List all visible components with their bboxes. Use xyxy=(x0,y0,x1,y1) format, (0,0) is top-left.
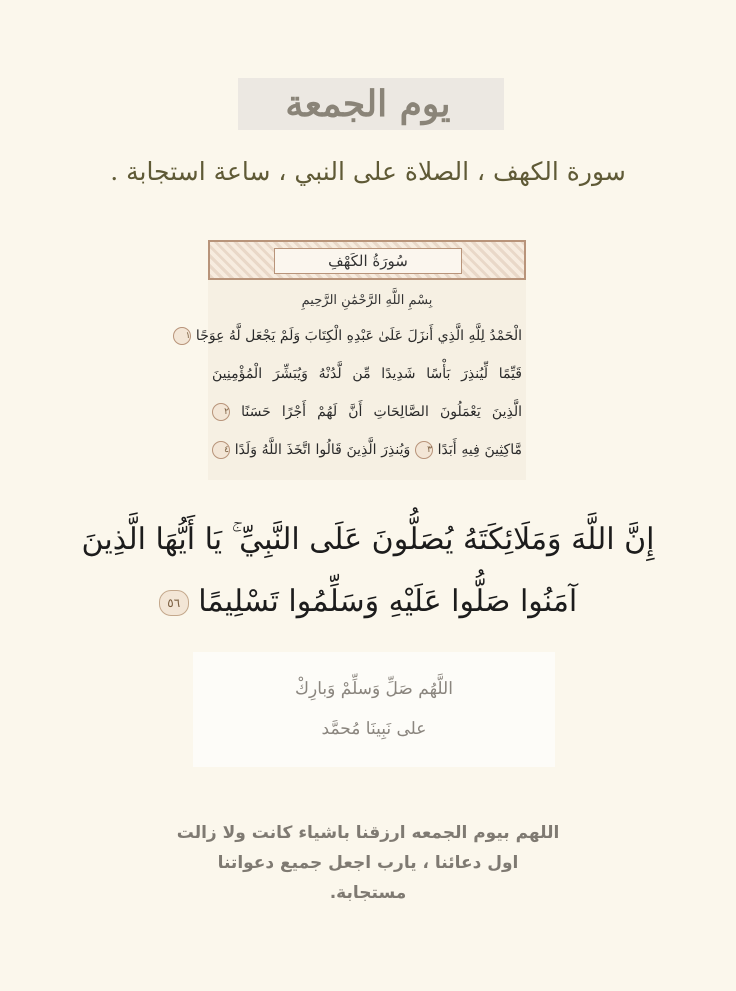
quran-line-text: الْحَمْدُ لِلَّهِ الَّذِي أَنزَلَ عَلَىٰ عَبْدِهِ الْكِتَابَ وَلَمْ يَجْعَل لَّهُ عِوَجًا xyxy=(195,328,522,344)
quran-line-text: مَّاكِثِينَ فِيهِ أَبَدًا xyxy=(437,442,522,458)
salawat-verse-text: آمَنُوا صَلُّوا عَلَيْهِ وَسَلِّمُوا تَسْلِيمًا xyxy=(198,584,578,619)
quran-line xyxy=(212,396,522,428)
quran-line xyxy=(212,434,522,466)
surah-name: سُورَةُ الكَهْفِ xyxy=(274,248,462,274)
ayah-number-marker: ٢ xyxy=(212,403,230,421)
surah-header-frame xyxy=(208,240,526,280)
quran-line-text: قَيِّمًا لِّيُنذِرَ بَأْسًا شَدِيدًا مِّن لَّدُنْهُ وَيُبَشِّرَ الْمُؤْمِنِينَ xyxy=(212,366,522,382)
ayah-number-marker: ٥٦ xyxy=(159,590,189,616)
ayah-number-marker: ٤ xyxy=(212,441,230,459)
quran-line xyxy=(212,358,522,390)
page-subtitle: سورة الكهف ، الصلاة على النبي ، ساعة استجابة . xyxy=(110,157,626,186)
salawat-verse-line-1: إِنَّ اللَّهَ وَمَلَائِكَتَهُ يُصَلُّونَ عَلَى النَّبِيِّ ۚ يَا أَيُّهَا الَّذِينَ xyxy=(81,522,655,557)
quran-line-text: وَيُنذِرَ الَّذِينَ قَالُوا اتَّخَذَ اللَّهُ وَلَدًا xyxy=(234,442,411,458)
quran-line xyxy=(185,320,522,352)
salawat-card xyxy=(193,652,555,767)
salawat-verse-line-2 xyxy=(50,574,686,630)
basmala: بِسْمِ اللَّهِ الرَّحْمَٰنِ الرَّحِيمِ xyxy=(301,293,433,308)
salawat-line-2: على نَبِينَا مُحمَّد xyxy=(321,719,427,739)
mushaf-page xyxy=(185,240,526,480)
ayah-number-marker: ١ xyxy=(173,327,191,345)
salawat-line-1: اللَّهُم صَلِّ وَسلِّمْ وَبارِكْ xyxy=(295,679,453,699)
dua-line-3: مستجابة. xyxy=(329,883,407,903)
quran-line-text: الَّذِينَ يَعْمَلُونَ الصَّالِحَاتِ أَنَّ لَهُمْ أَجْرًا حَسَنًا xyxy=(241,404,522,420)
dua-line-2: اول دعائنا ، يارب اجعل جميع دعواتنا xyxy=(217,853,519,873)
dua-line-1: اللهم بيوم الجمعه ارزقنا باشياء كانت ولا زالت xyxy=(176,823,560,843)
page-title: يوم الجمعة xyxy=(285,83,451,125)
ayah-number-marker: ٣ xyxy=(415,441,433,459)
